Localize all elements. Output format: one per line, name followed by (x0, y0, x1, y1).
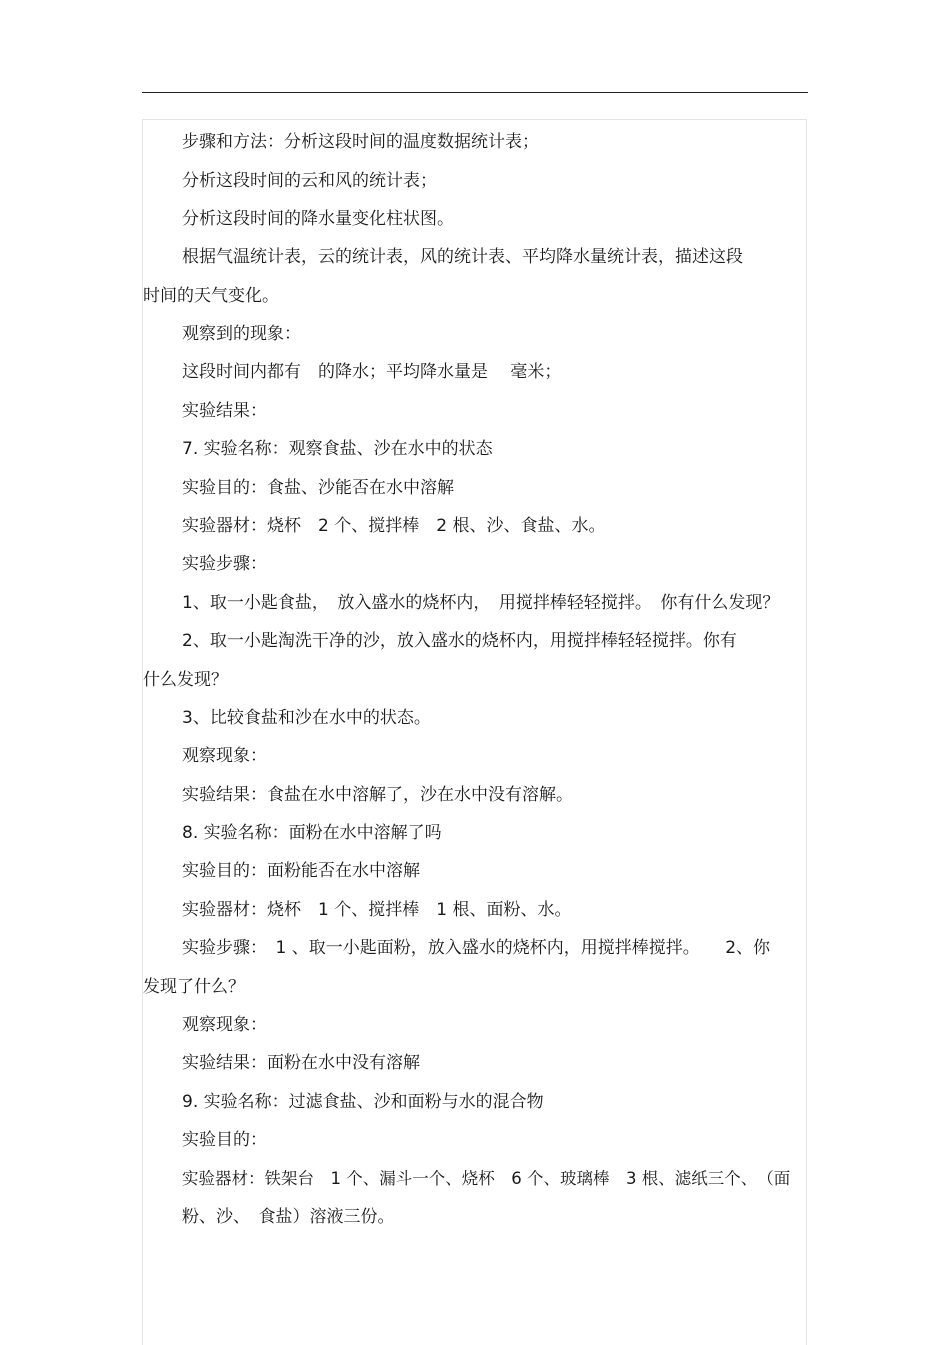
text-line: 分析这段时间的降水量变化柱状图。 (182, 209, 454, 229)
text-line: 实验器材：铁架台 1 个、漏斗一个、烧杯 6 个、玻璃棒 3 根、滤纸三个、 （面 (182, 1169, 791, 1188)
text-line: 实验器材：烧杯 2 个、搅拌棒 2 根、沙、食盐、水。 (182, 516, 606, 536)
text-line: 观察现象： (182, 746, 267, 766)
text-line: 8. 实验名称：面粉在水中溶解了吗 (182, 823, 442, 843)
text-line: 实验结果：食盐在水中溶解了，沙在水中没有溶解。 (182, 785, 573, 805)
text-line: 2、取一小匙淘洗干净的沙，放入盛水的烧杯内，用搅拌棒轻轻搅拌。你有 (182, 631, 737, 651)
text-line: 观察现象： (182, 1015, 267, 1035)
text-line: 实验步骤： (182, 554, 267, 574)
text-line: 实验目的：面粉能否在水中溶解 (182, 861, 420, 881)
text-line: 实验目的：食盐、沙能否在水中溶解 (182, 478, 454, 498)
text-line: 观察到的现象： (182, 324, 301, 344)
text-line: 发现了什么？ (143, 977, 245, 997)
text-line: 时间的天气变化。 (143, 286, 279, 306)
text-line: 粉、沙、 食盐）溶液三份。 (182, 1207, 395, 1227)
text-line: 7. 实验名称：观察食盐、沙在水中的状态 (182, 439, 493, 459)
text-line: 实验器材：烧杯 1 个、搅拌棒 1 根、面粉、水。 (182, 900, 572, 920)
text-line: 步骤和方法：分析这段时间的温度数据统计表； (182, 132, 539, 152)
text-line: 实验步骤： 1 、取一小匙面粉，放入盛水的烧杯内，用搅拌棒搅拌。 2、你 (182, 938, 771, 958)
text-line: 1、取一小匙食盐， 放入盛水的烧杯内， 用搅拌棒轻轻搅拌。 你有什么发现？ (182, 593, 780, 613)
text-line: 根据气温统计表，云的统计表，风的统计表、平均降水量统计表，描述这段 (182, 247, 743, 267)
text-line: 实验目的： (182, 1130, 267, 1150)
text-line: 这段时间内都有 的降水；平均降水量是 毫米； (182, 362, 562, 382)
text-line: 实验结果：面粉在水中没有溶解 (182, 1053, 420, 1073)
text-line: 9. 实验名称：过滤食盐、沙和面粉与水的混合物 (182, 1092, 544, 1112)
text-line: 分析这段时间的云和风的统计表； (182, 171, 437, 191)
text-line: 实验结果： (182, 401, 267, 421)
text-line: 3、比较食盐和沙在水中的状态。 (182, 708, 431, 728)
text-line: 什么发现？ (143, 670, 228, 690)
header-rule (142, 92, 808, 93)
